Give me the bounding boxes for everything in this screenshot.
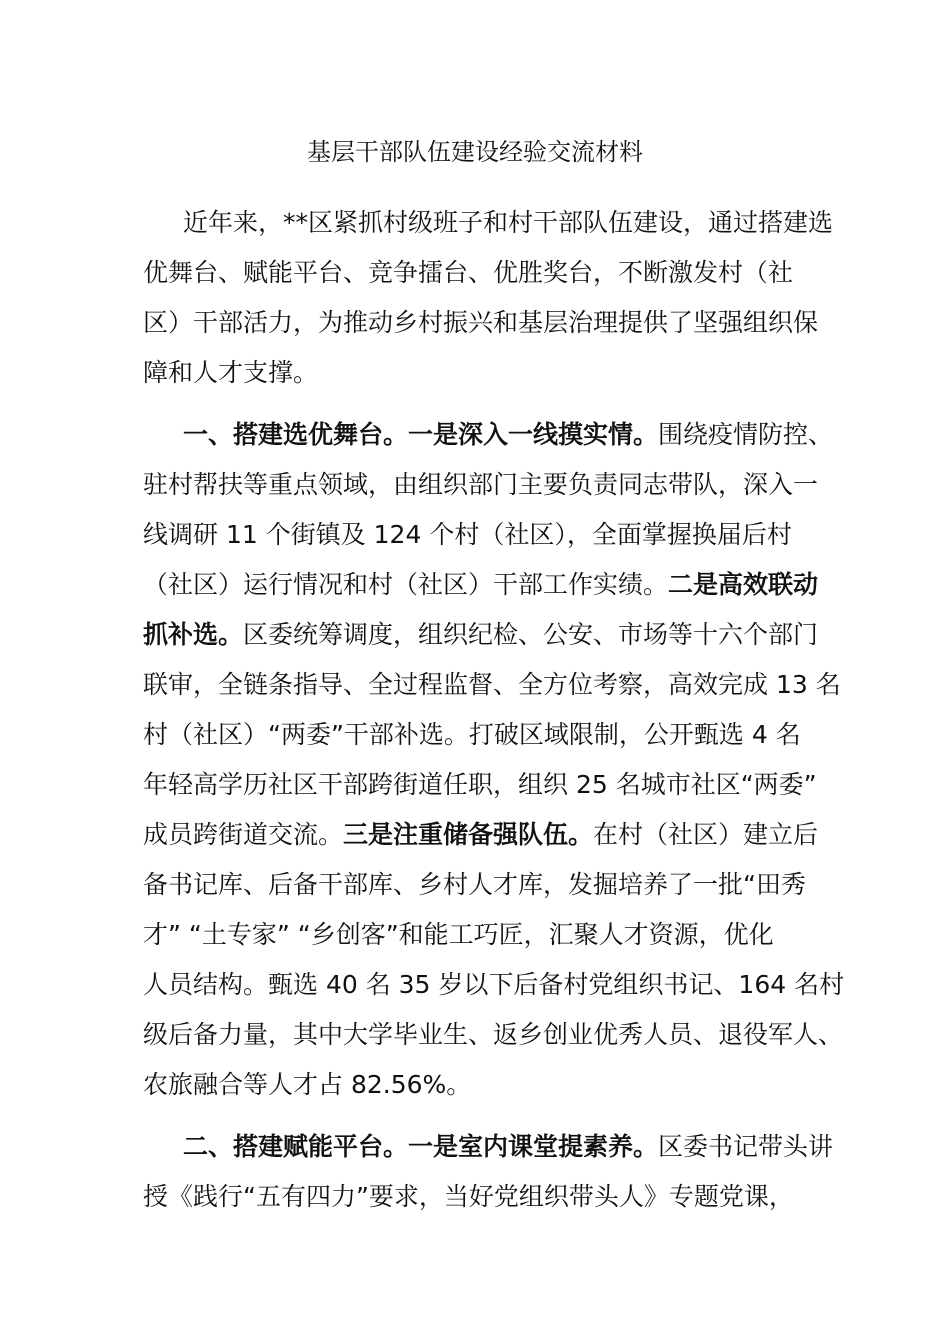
section-2-heading: 二、搭建赋能平台。一是室内课堂提素养。 bbox=[183, 1132, 659, 1161]
paragraph-1-line-2: 优舞台、赋能平台、竞争擂台、优胜奖台，不断激发村（社 bbox=[143, 258, 794, 287]
paragraph-2-line-5 bbox=[143, 618, 823, 652]
text-run: （社区）运行情况和村（社区）干部工作实绩。 bbox=[143, 570, 669, 599]
paragraph-1-line-1: 近年来，**区紧抓村级班子和村干部队伍建设，通过搭建选 bbox=[183, 208, 834, 237]
subheading-2-cont: 抓补选。 bbox=[143, 620, 244, 649]
paragraph-2-line-2: 驻村帮扶等重点领域，由组织部门主要负责同志带队，深入一 bbox=[143, 470, 819, 499]
paragraph-2-line-14: 农旅融合等人才占 82.56%。 bbox=[143, 1070, 472, 1099]
text-run: 成员跨街道交流。 bbox=[143, 820, 344, 849]
paragraph-2-line-10: 备书记库、后备干部库、乡村人才库，发掘培养了一批“田秀 bbox=[143, 870, 806, 899]
paragraph-2-line-3: 线调研 11 个街镇及 124 个村（社区），全面掌握换届后村 bbox=[143, 520, 792, 549]
paragraph-2-line-8: 年轻高学历社区干部跨街道任职，组织 25 名城市社区“两委” bbox=[143, 770, 817, 799]
paragraph-1-line-3: 区）干部活力，为推动乡村振兴和基层治理提供了坚强组织保 bbox=[143, 308, 819, 337]
text-run: 区委书记带头讲 bbox=[658, 1132, 834, 1161]
paragraph-2-line-13: 级后备力量，其中大学毕业生、返乡创业优秀人员、退役军人、 bbox=[143, 1020, 844, 1049]
paragraph-2-line-4 bbox=[143, 568, 823, 602]
text-run: 在村（社区）建立后 bbox=[593, 820, 819, 849]
document-title: 基层干部队伍建设经验交流材料 bbox=[307, 138, 643, 166]
paragraph-3-line-2: 授《践行“五有四力”要求，当好党组织带头人》专题党课， bbox=[143, 1182, 794, 1211]
paragraph-2-line-1 bbox=[183, 418, 834, 452]
paragraph-3-line-1 bbox=[183, 1130, 834, 1164]
paragraph-1-line-4: 障和人才支撑。 bbox=[143, 358, 319, 387]
paragraph-2-line-7: 村（社区）“两委”干部补选。打破区域限制，公开甄选 4 名 bbox=[143, 720, 801, 749]
section-1-heading: 一、搭建选优舞台。一是深入一线摸实情。 bbox=[183, 420, 659, 449]
paragraph-2-line-12: 人员结构。甄选 40 名 35 岁以下后备村党组织书记、164 名村 bbox=[143, 970, 845, 999]
paragraph-2-line-11: 才” “土专家” “乡创客”和能工巧匠，汇聚人才资源，优化 bbox=[143, 920, 774, 949]
text-run: 围绕疫情防控、 bbox=[658, 420, 834, 449]
paragraph-2-line-6: 联审，全链条指导、全过程监督、全方位考察，高效完成 13 名 bbox=[143, 670, 841, 699]
text-run: 区委统筹调度，组织纪检、公安、市场等十六个部门 bbox=[243, 620, 819, 649]
subheading-3: 三是注重储备强队伍。 bbox=[343, 820, 594, 849]
paragraph-2-line-9 bbox=[143, 818, 823, 852]
subheading-2: 二是高效联动 bbox=[668, 570, 819, 599]
